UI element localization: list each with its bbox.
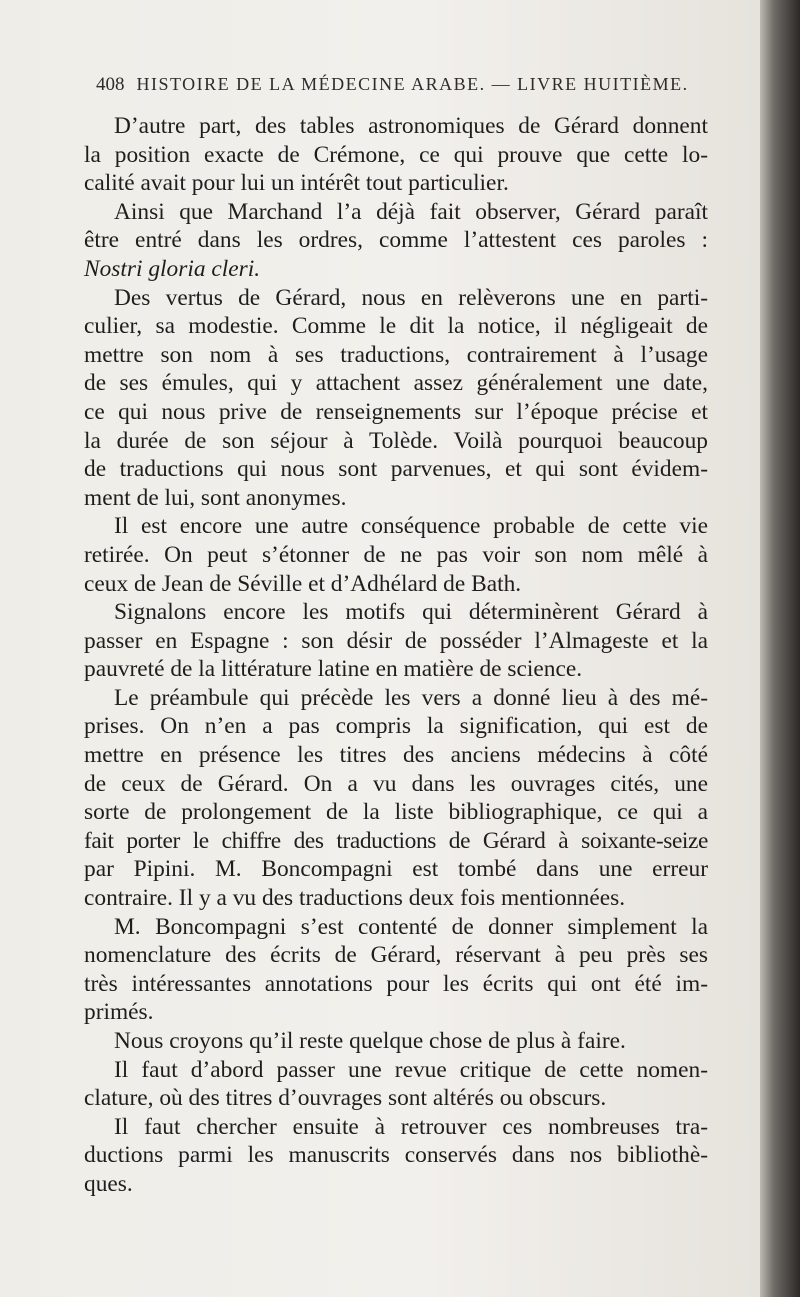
paragraph-7 (84, 913, 708, 1027)
text-line: ce qui nous prive de renseignements sur l’époque précise et (84, 398, 708, 425)
paragraph-8 (84, 1027, 708, 1056)
paragraph-3 (84, 284, 708, 513)
text-line: ques. (84, 1170, 133, 1197)
text-line: la position exacte de Crémone, ce qui prouve que cette lo- (84, 141, 708, 168)
text-line: culier, sa modestie. Comme le dit la notice, il négligeait de (84, 313, 708, 340)
text-line: mettre son nom à ses traductions, contrairement à l’usage (84, 341, 708, 368)
text-line: de ses émules, qui y attachent assez généralement une date, (84, 370, 708, 397)
paragraph-4 (84, 512, 708, 598)
page-edge-shadow (760, 0, 800, 1297)
text-line: de ceux de Gérard. On a vu dans les ouvrages cités, une (84, 770, 708, 797)
text-line: ment de lui, sont anonymes. (84, 484, 347, 511)
text-line: mettre en présence les titres des anciens médecins à côté (84, 742, 708, 769)
paragraph-2 (84, 198, 708, 284)
text-line: ceux de Jean de Séville et d’Adhélard de Bath. (84, 570, 522, 597)
text-line: Il faut chercher ensuite à retrouver ces nombreuses tra- (114, 1113, 708, 1140)
text-line: très intéressantes annotations pour les écrits qui ont été im- (84, 970, 708, 997)
text-line: Le préambule qui précède les vers a donné lieu à des mé- (114, 684, 708, 711)
text-line: Nous croyons qu’il reste quelque chose de plus à faire. (114, 1028, 626, 1054)
text-line: ductions parmi les manuscrits conservés dans nos bibliothè- (84, 1142, 708, 1169)
text-line: par Pipini. M. Boncompagni est tombé dans une erreur (84, 856, 708, 883)
text-line: de traductions qui nous sont parvenues, et qui sont évidem- (84, 456, 708, 483)
text-line: passer en Espagne : son désir de posséder l’Almageste et la (84, 627, 708, 654)
text-line: la durée de son séjour à Tolède. Voilà pourquoi beaucoup (84, 427, 708, 454)
page-number: 408 (96, 74, 125, 95)
paragraph-1 (84, 112, 708, 198)
text-line: contraire. Il y a vu des traductions deux fois mentionnées. (84, 885, 626, 912)
text-line: sorte de prolongement de la liste bibliographique, ce qui a (84, 799, 708, 826)
paragraph-9 (84, 1056, 708, 1113)
text-line: pauvreté de la littérature latine en matière de science. (84, 656, 583, 683)
text-line: Ainsi que Marchand l’a déjà fait observer, Gérard paraît (114, 198, 708, 225)
latin-quote: Nostri gloria cleri. (84, 255, 261, 282)
text-line: primés. (84, 999, 154, 1026)
text-line: être entré dans les ordres, comme l’attestent ces paroles : (84, 227, 708, 254)
body-text (84, 112, 708, 1199)
text-line: nomenclature des écrits de Gérard, réservant à peu près ses (84, 942, 708, 969)
text-line: retirée. On peut s’étonner de ne pas voir son nom mêlé à (84, 541, 708, 568)
text-line: fait porter le chiffre des traductions de Gérard à soixante-seize (84, 827, 708, 854)
text-line: Il faut d’abord passer une revue critique de cette nomen- (114, 1056, 708, 1083)
paragraph-5 (84, 598, 708, 684)
paragraph-10 (84, 1113, 708, 1199)
running-head (96, 74, 694, 104)
text-line: calité avait pour lui un intérêt tout particulier. (84, 170, 509, 197)
text-line: prises. On n’en a pas compris la signification, qui est de (84, 713, 708, 740)
text-line: Il est encore une autre conséquence probable de cette vie (114, 513, 708, 540)
text-line: clature, où des titres d’ouvrages sont altérés ou obscurs. (84, 1085, 607, 1112)
text-line: M. Boncompagni s’est contenté de donner simplement la (114, 913, 708, 940)
running-title: HISTOIRE DE LA MÉDECINE ARABE. — LIVRE HUITIÈME. (136, 74, 689, 94)
text-line: D’autre part, des tables astronomiques de Gérard donnent (114, 113, 708, 139)
paragraph-6 (84, 684, 708, 913)
text-line: Signalons encore les motifs qui déterminèrent Gérard à (114, 599, 708, 626)
text-line: Des vertus de Gérard, nous en relèverons une en parti- (114, 284, 708, 311)
